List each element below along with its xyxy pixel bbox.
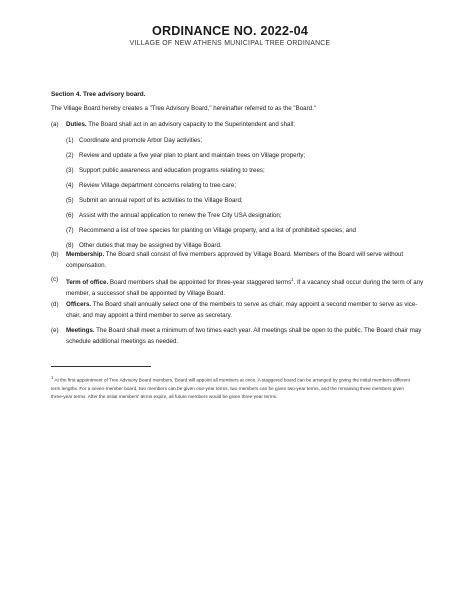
- list-item: (7) Recommend a list of tree species for planting on Village property, and a list of prohibited species; and: [66, 227, 356, 234]
- officers-label: (d): [51, 301, 59, 308]
- meetings-label: (e): [51, 327, 59, 334]
- footnote: [51, 374, 416, 401]
- list-item: (6) Assist with the annual application to renew the Tree City USA designation;: [66, 212, 282, 219]
- meetings-term: Meetings.: [66, 327, 95, 334]
- list-item: (3) Support public awareness and education programs relating to trees;: [66, 167, 265, 174]
- footnote-ref: 1: [291, 277, 294, 282]
- section-intro: The Village Board hereby creates a "Tree Advisory Board," hereinafter referred to as the "Board.": [51, 105, 317, 112]
- list-item: (5) Submit an annual report of its activities to the Village Board;: [66, 197, 243, 204]
- officers-term: Officers.: [66, 301, 92, 308]
- ordinance-title: ORDINANCE NO. 2022-04: [151, 24, 309, 38]
- membership-term: Membership.: [66, 251, 105, 258]
- duties-label: (a): [51, 121, 59, 128]
- list-item: (2) Review and update a five year plan to plant and maintain trees on Village property;: [66, 152, 306, 159]
- footnote-mark: 1: [51, 375, 54, 380]
- meetings-text: The Board shall meet a minimum of two times each year. All meetings shall be open to the public. The Board chair may schedule additional meetings as needed.: [66, 327, 422, 345]
- duties-text: The Board shall act in an advisory capacity to the Superintendent and shall:: [88, 121, 295, 128]
- term-of-office-text-a: Board members shall be appointed for three-year staggered terms: [109, 279, 292, 287]
- term-of-office-text-b: . If a vacancy shall occur during the term of any member, a successor shall be appointed by Village Board.: [66, 279, 424, 298]
- duties-list: [66, 136, 446, 256]
- footnote-text: At the first appointment of Tree Advisory Board members, Board will appoint all members at once. A staggered board can be arranged by giving the initial members different term lengths. For a seven-member board, two members can be given one-year terms, two members can be given two-year terms, and the remaining three members given three-year terms. After the initial members' terms expire, all future members would be given three-year terms.: [51, 377, 410, 399]
- term-of-office-label: (c): [51, 276, 59, 283]
- membership-label: (b): [51, 251, 59, 258]
- ordinance-subtitle: VILLAGE OF NEW ATHENS MUNICIPAL TREE ORDINANCE: [129, 40, 331, 47]
- list-item: (8) Other duties that may be assigned by Village Board.: [66, 242, 222, 249]
- officers-text: The Board shall annually select one of the members to serve as chair, may appoint a second member to serve as vice-chair, and may appoint a third member to serve as secretary.: [66, 301, 418, 319]
- duties-term: Duties.: [66, 121, 87, 128]
- list-item: (1) Coordinate and promote Arbor Day activities;: [66, 137, 203, 144]
- section-heading: Section 4. Tree advisory board.: [51, 91, 146, 98]
- membership-text: The Board shall consist of five members approved by Village Board. Members of the Board will serve without compensation.: [66, 251, 404, 269]
- list-item: (4) Review Village department concerns relating to tree care;: [66, 182, 237, 189]
- term-of-office-term: Term of office.: [66, 279, 109, 287]
- footnote-divider: [51, 366, 151, 367]
